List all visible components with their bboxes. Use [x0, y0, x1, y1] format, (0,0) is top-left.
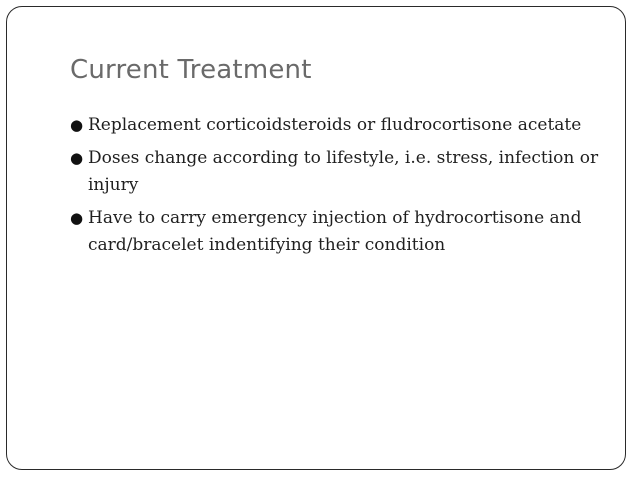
bullet-dot-icon: ●: [70, 116, 84, 134]
slide-title: Current Treatment: [70, 55, 312, 85]
bullet-text: Have to carry emergency injection of hydrocortisone and card/bracelet indentifying their condition: [88, 208, 582, 255]
bullet-list: [70, 112, 600, 265]
bullet-item-doses: [70, 145, 600, 199]
bullet-dot-icon: ●: [70, 149, 84, 167]
bullet-item-emergency: [70, 205, 600, 259]
bullet-text: Replacement corticoidsteroids or fludrocortisone acetate: [88, 115, 582, 135]
bullet-item-replacement: [70, 112, 600, 139]
bullet-dot-icon: ●: [70, 209, 84, 227]
bullet-text: Doses change according to lifestyle, i.e. stress, infection or injury: [88, 148, 599, 195]
